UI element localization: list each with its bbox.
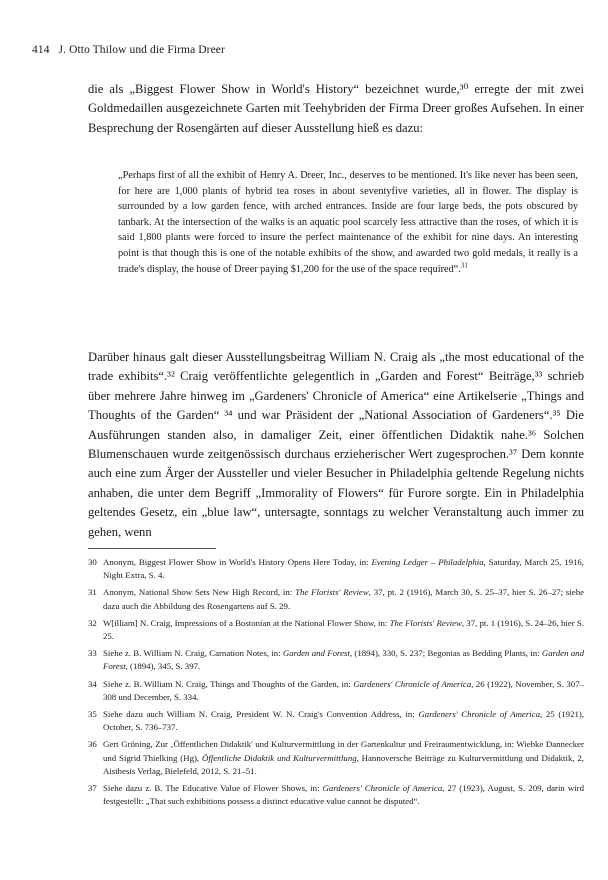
footnote-30 xyxy=(88,556,584,582)
footnote-text xyxy=(103,586,584,612)
footnote-text-part: W[illiam] N. Craig, Impressions of a Bostonian at the National Flower Show, in: xyxy=(103,617,390,628)
footnote-source-title: Garden and Forest xyxy=(282,648,350,659)
footnote-text xyxy=(103,708,584,734)
footnote-text xyxy=(103,738,584,778)
page-number: 414 xyxy=(32,44,50,56)
footnote-number: 31 xyxy=(88,587,97,598)
footnote-source-title: Gardeners' Chronicle of America xyxy=(322,783,443,794)
footnote-text-part: Gert Gröning, Zur ‚Öffentlichen Didaktik' und Kulturvermittlung in der Gartenkultur und Freiraumentwicklung, in: Wiebke Dannecker und Sigrid Thielking (Hg), xyxy=(103,739,584,763)
paragraph-main: Darüber hinaus galt dieser Ausstellungsbeitrag William N. Craig als „the most educational of the trade exhibits“.³² Craig veröffentlichte gelegentlich in „Garden and Forest“ Beiträge,³³ schrieb über mehrere Jahre hinweg im „Gardeners' Chronicle of America“ eine Artikelserie „Things and Thoughts of the Garden“ ³⁴ und war Präsident der „National Association of Gardeners“.³⁵ Die Ausführungen standen also, in damaliger Zeit, einer öffentlichen Didaktik nahe.³⁶ Solchen Blumenschauen wurde zeitgenössisch durchaus erzieherischer Wert zugesprochen.³⁷ Dem konnte auch eine zum Ärger der Aussteller und vieler Besucher in Philadelphia geltende Regelung nichts anhaben, die unter dem Begriff „Immorality of Flowers“ für Furore sorgte. Ein in Philadelphia geltendes Gesetz, ein „blue law“, untersagte, sonntags zu welcher Veranstaltung auch immer zu gehen, wenn xyxy=(88,350,584,539)
footnote-text-part: , 37, pt. 2 (1916), March 30, S. 25–37, hier S. 26–27; siehe dazu auch die Abbildung des Rosengartens auf S. 29. xyxy=(103,587,585,611)
footnote-text xyxy=(103,617,584,643)
quote-text: „Perhaps first of all the exhibit of Henry A. Dreer, Inc., deserves to be mentioned. It's like never has been seen, for here are 1,000 plants of hybrid tea roses in about seventyfive varieties, all in flower. The display is surrounded by a low garden fence, with arched entrances. Inside are four large beds, the pots obscured by tanbark. At the intersection of the walks is an aquatic pool scarcely less attractive than the roses, of which it is said 1,800 plants were forced to insure the perfect maintenance of the exhibit for nine days. An interesting point is that though this is one of the notable exhibits of the show, and awarded two gold medals, it really is a trade's display, the house of Dreer paying $1,200 for the use of the space required“. xyxy=(118,170,578,275)
footnote-source-title: The Florists' Review xyxy=(295,587,369,598)
quote-footnote-ref: 31 xyxy=(460,261,468,270)
footnote-text-part: Siehe dazu z. B. The Educative Value of Flower Shows, in: xyxy=(103,783,323,794)
footnote-source-title: Garden and Forest xyxy=(103,648,584,672)
paragraph-intro: die als „Biggest Flower Show in World's History“ bezeichnet wurde,³⁰ erregte der mit zwei Goldmedaillen ausgezeichnete Garten mit Teehybriden der Firma Dreer großes Aufsehen. In einer Besprechung der Rosengärten auf dieser Ausstellung hieß es dazu: xyxy=(88,82,584,135)
footnote-divider xyxy=(88,548,216,549)
footnote-text-part: Siehe z. B. William N. Craig, Things and Thoughts of the Garden, in: xyxy=(103,678,354,689)
footnote-number: 34 xyxy=(88,678,97,689)
footnote-source-title: Öffentliche Didaktik und Kulturvermittlung xyxy=(201,752,357,763)
footnote-37 xyxy=(88,782,584,808)
footnote-text-part: Anonym, National Show Sets New High Record, in: xyxy=(103,587,296,598)
footnote-text xyxy=(103,782,584,808)
footnote-34 xyxy=(88,678,584,704)
footnote-text xyxy=(103,556,584,582)
footnote-text-part: Anonym, Biggest Flower Show in World's History Opens Here Today, in: xyxy=(103,557,372,567)
footnote-source-title: Evening Ledger – Philadelphia xyxy=(371,557,484,567)
footnote-text-part: , (1894), 345, S. 397. xyxy=(125,661,201,672)
footnote-text xyxy=(103,678,584,704)
footnote-number: 30 xyxy=(88,557,97,567)
footnote-text-part: Siehe dazu auch William N. Craig, President W. N. Craig's Convention Address, in: xyxy=(103,709,419,720)
footnote-text-part: , Saturday, March 25, 1916, Night Extra, S. 4. xyxy=(103,557,584,581)
footnote-text-part: , 25 (1921), October, S. 736–737. xyxy=(103,709,585,733)
footnote-text-part: , 27 (1923), August, S. 209, darin wird festgestellt: „That such exhibitions possess a distinct educative value cannot be disputed“. xyxy=(103,783,584,807)
block-quote xyxy=(118,168,578,277)
footnote-text-part: , 26 (1922), November, S. 307–308 und December, S. 334. xyxy=(103,678,584,702)
footnote-text-part: , 37, pt. 1 (1916), S. 24–26, hier S. 25. xyxy=(103,617,584,642)
footnote-source-title: Gardeners' Chronicle of America xyxy=(353,678,472,689)
footnote-source-title: The Florists' Review xyxy=(389,617,462,628)
footnote-source-title: Gardeners' Chronicle of America xyxy=(418,709,540,720)
footnote-number: 32 xyxy=(88,617,97,628)
footnote-number: 36 xyxy=(88,739,97,750)
footnote-text-part: , Hannoversche Beiträge zu Kulturvermittlung und Didaktik, 2, Aisthesis Verlag, Bielefeld, 2012, S. 21–51. xyxy=(103,752,584,776)
footnote-36 xyxy=(88,738,584,778)
footnote-text-part: , (1894), 330, S. 237; Begonias as Bedding Plants, in: xyxy=(349,648,542,659)
footnote-text xyxy=(103,647,584,673)
footnote-number: 37 xyxy=(88,783,97,794)
footnote-32 xyxy=(88,617,584,643)
footnote-31 xyxy=(88,586,584,612)
footnote-text-part: Siehe z. B. William N. Craig, Carnation Notes, in: xyxy=(103,648,283,659)
footnote-35 xyxy=(88,708,584,734)
running-header xyxy=(32,44,225,56)
footnote-number: 35 xyxy=(88,709,97,720)
running-title: J. Otto Thilow und die Firma Dreer xyxy=(58,44,225,56)
footnote-33 xyxy=(88,647,584,673)
footnote-number: 33 xyxy=(88,648,97,659)
footnotes-list xyxy=(88,556,584,812)
